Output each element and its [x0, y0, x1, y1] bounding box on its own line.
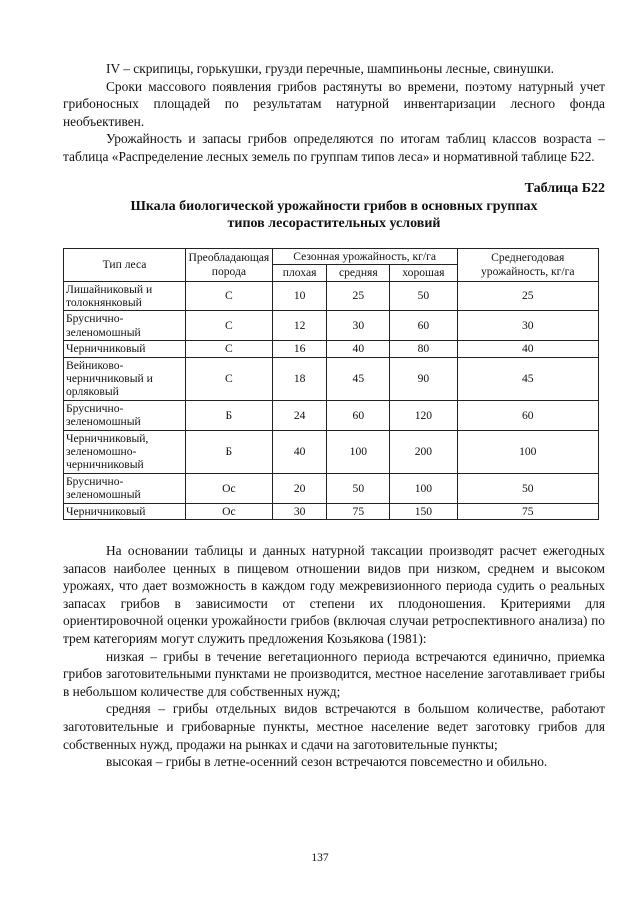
paragraph: Сроки массового появления грибов растянуты во времени, поэтому натурный учет грибоносных площадей по результатам натурной инвентаризации лесного фонда необъективен.: [63, 78, 605, 129]
table-title-line: типов лесорастительных условий: [227, 215, 441, 231]
cell-average: 25: [457, 281, 598, 311]
cell-good: 150: [390, 503, 457, 519]
cell-species: Б: [186, 430, 273, 473]
cell-good: 200: [390, 430, 457, 473]
cell-species: Ос: [186, 503, 273, 519]
cell-forest-type: Лишайниковый и толокнянковый: [64, 281, 186, 311]
cell-medium: 100: [327, 430, 390, 473]
cell-medium: 75: [327, 503, 390, 519]
table-row: [64, 503, 599, 519]
cell-forest-type: Вейниково-черничниковый и орляковый: [64, 357, 186, 400]
cell-poor: 30: [272, 503, 327, 519]
table-row: [64, 430, 599, 473]
cell-medium: 40: [327, 341, 390, 357]
cell-forest-type: Бруснично-зеленомошный: [64, 473, 186, 503]
cell-species: С: [186, 281, 273, 311]
cell-species: Б: [186, 400, 273, 430]
cell-average: 30: [457, 311, 598, 341]
cell-poor: 12: [272, 311, 327, 341]
cell-good: 120: [390, 400, 457, 430]
cell-average: 60: [457, 400, 598, 430]
table-row: [64, 400, 599, 430]
paragraph: низкая – грибы в течение вегетационного периода встречаются единично, приемка грибов заготовительными пунктами не производится, местное население заготавливает грибы в небольшом количестве для собственных нужд;: [63, 648, 605, 699]
cell-species: С: [186, 311, 273, 341]
cell-good: 80: [390, 341, 457, 357]
header-medium: средняя: [327, 265, 390, 282]
cell-good: 60: [390, 311, 457, 341]
yield-table: [63, 248, 599, 521]
cell-species: С: [186, 341, 273, 357]
cell-medium: 25: [327, 281, 390, 311]
table-title: [63, 198, 605, 232]
cell-medium: 50: [327, 473, 390, 503]
cell-forest-type: Черничниковый: [64, 503, 186, 519]
cell-species: С: [186, 357, 273, 400]
cell-species: Ос: [186, 473, 273, 503]
cell-average: 50: [457, 473, 598, 503]
page-number: 137: [311, 852, 329, 864]
cell-forest-type: Черничниковый: [64, 341, 186, 357]
cell-poor: 16: [272, 341, 327, 357]
cell-poor: 20: [272, 473, 327, 503]
body-text: [63, 542, 605, 771]
table-row: [64, 281, 599, 311]
header-dominant-species: Преобладающая порода: [186, 248, 273, 281]
cell-average: 75: [457, 503, 598, 519]
cell-average: 40: [457, 341, 598, 357]
paragraph: IV – скрипицы, горькушки, грузди перечные, шампиньоны лесные, свинушки.: [106, 61, 555, 76]
cell-good: 90: [390, 357, 457, 400]
paragraph: высокая – грибы в летне-осенний сезон встречаются повсеместно и обильно.: [106, 754, 548, 770]
cell-poor: 24: [272, 400, 327, 430]
paragraph: Урожайность и запасы грибов определяются по итогам таблиц классов возраста – таблица «Распределение лесных земель по группам типов леса» и нормативной таблице Б22.: [63, 131, 605, 164]
cell-poor: 10: [272, 281, 327, 311]
cell-poor: 40: [272, 430, 327, 473]
cell-medium: 45: [327, 357, 390, 400]
page-content: [63, 60, 605, 771]
cell-good: 100: [390, 473, 457, 503]
table-title-line: Шкала биологической урожайности грибов в основных группах: [130, 198, 538, 214]
table-row: [64, 341, 599, 357]
table-row: [64, 357, 599, 400]
paragraph: средняя – грибы отдельных видов встречаются в большом количестве, работают заготовительные и грибоварные пункты, местное население ведет заготовку грибов для собственных нужд, продажи на рынках и сдачи на заготовительные пункты;: [63, 701, 605, 752]
table-row: [64, 311, 599, 341]
cell-medium: 30: [327, 311, 390, 341]
cell-good: 50: [390, 281, 457, 311]
cell-average: 100: [457, 430, 598, 473]
table-number: Таблица Б22: [524, 180, 605, 196]
paragraph: На основании таблицы и данных натурной таксации производят расчет ежегодных запасов наиболее ценных в пищевом отношении видов при низком, среднем и высоком урожаях, что дает возможность в каждом году межревизионного периода судить о реальных запасах грибов в зависимости от степени их плодоношения. Критериями для ориентировочной оценки урожайности грибов (включая случаи ретроспективного анализа) по трем категориям могут служить предложения Козьякова (1981):: [63, 543, 605, 647]
header-average-yield: Среднегодовая урожайность, кг/га: [457, 248, 598, 281]
header-poor: плохая: [272, 265, 327, 282]
cell-medium: 60: [327, 400, 390, 430]
cell-forest-type: Бруснично-зеленомошный: [64, 400, 186, 430]
cell-forest-type: Черничниковый, зеленомошно-черничниковый: [64, 430, 186, 473]
cell-average: 45: [457, 357, 598, 400]
cell-poor: 18: [272, 357, 327, 400]
header-seasonal-yield: Сезонная урожайность, кг/га: [272, 248, 457, 265]
cell-forest-type: Бруснично-зеленомошный: [64, 311, 186, 341]
header-forest-type: Тип леса: [64, 248, 186, 281]
header-good: хорошая: [390, 265, 457, 282]
table-row: [64, 473, 599, 503]
